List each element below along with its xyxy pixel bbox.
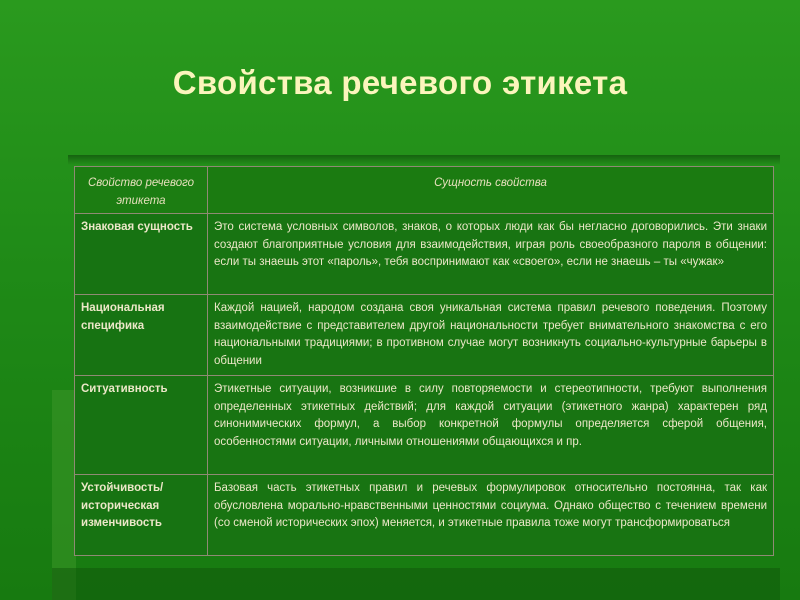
table-row xyxy=(75,376,774,475)
property-name: Устойчивость/ историческая изменчивость xyxy=(75,475,208,556)
table-row xyxy=(75,295,774,376)
table-header-row xyxy=(75,167,774,214)
properties-table xyxy=(74,166,774,556)
table-row xyxy=(75,214,774,295)
table-row xyxy=(75,475,774,556)
header-essence: Сущность свойства xyxy=(208,167,774,214)
slide-title: Свойства речевого этикета xyxy=(172,64,628,101)
property-essence: Каждой нацией, народом создана своя уникальная система правил речевого поведения. Поэтому взаимодействие с представителем другой национальности требует внимательного знакомства с его национальными традициями; в противном случае могут возникнуть социально-культурные барьеры в общении xyxy=(208,295,774,376)
property-name: Национальная специфика xyxy=(75,295,208,376)
decorative-shadow-top xyxy=(68,155,780,165)
property-name: Знаковая сущность xyxy=(75,214,208,295)
property-essence: Базовая часть этикетных правил и речевых формулировок относительно постоянна, так как обусловлена морально-нравственными ценностями социума. Однако общество с течением времени (со сменой исторических эпох) меняется, и этикетные правила тоже могут трансформироваться xyxy=(208,475,774,556)
property-essence: Этикетные ситуации, возникшие в силу повторяемости и стереотипности, требуют выполнения определенных этикетных действий; для каждой ситуации (этикетного жанра) характерен ряд синонимических формул, а выбор конкретной формулы определяется сферой общения, особенностями ситуации, личными отношениями общающихся и пр. xyxy=(208,376,774,475)
property-essence: Это система условных символов, знаков, о которых люди как бы негласно договорились. Эти знаки создают благоприятные условия для взаимодействия, играя роль своеобразного пароля в общении: если ты знаешь этот «пароль», тебя воспринимают как «своего», если не знаешь – ты «чужак» xyxy=(208,214,774,295)
header-property: Свойство речевого этикета xyxy=(75,167,208,214)
property-name: Ситуативность xyxy=(75,376,208,475)
decorative-bar-bottom xyxy=(52,568,780,600)
